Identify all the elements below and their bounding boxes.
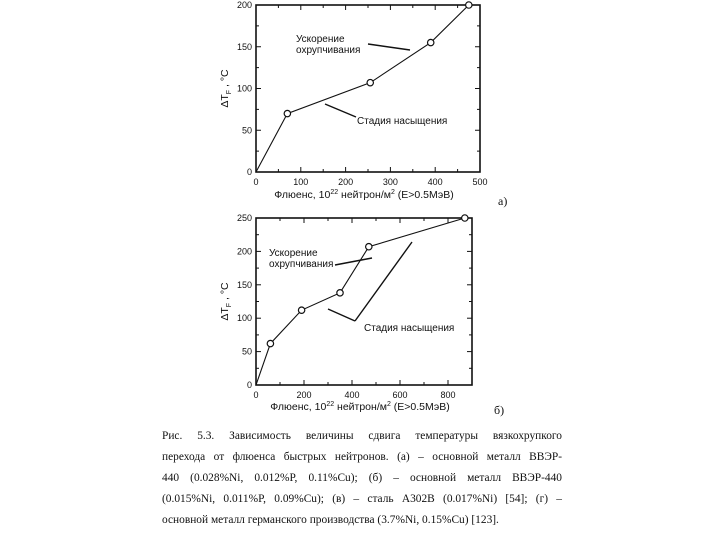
y-tick-label: 0 — [246, 167, 252, 177]
x-tick-label: 800 — [440, 390, 456, 400]
panel-label: а) — [498, 194, 508, 208]
x-tick-label: 300 — [382, 177, 398, 187]
x-axis-label: Флюенс, $10^{22}$ нейтрон/$м^2$ (E>0.5МэВ) — [270, 401, 450, 413]
annotation-text: Ускорение — [269, 248, 318, 259]
series-line — [256, 5, 469, 172]
y-tick-label: 150 — [236, 41, 252, 52]
annotation-pointer — [335, 258, 372, 265]
y-axis-label: $\Delta T_F$ , °C — [219, 282, 233, 321]
annotation-text: Стадия насыщения — [364, 323, 455, 334]
figure-caption — [162, 426, 562, 531]
data-point — [284, 110, 290, 116]
y-tick-label: 50 — [241, 346, 252, 357]
data-point — [367, 79, 373, 85]
x-tick-label: 400 — [427, 177, 443, 187]
x-tick-label: 0 — [253, 390, 259, 400]
annotation-pointer — [355, 242, 412, 321]
x-axis-label: Флюенс, $10^{22}$ нейтрон/$м^2$ (E>0.5МэВ) — [274, 189, 454, 201]
y-tick-label: 100 — [236, 83, 252, 94]
plot-frame — [256, 218, 472, 385]
caption-line-4: (0.015%Ni, 0.011%P, 0.09%Cu); (в) – сталь А302В (0.017%Ni) [54]; (г) – — [162, 493, 562, 505]
annotation-text: охрупчивания — [269, 259, 334, 270]
y-tick-label: 50 — [241, 125, 252, 136]
series-line — [256, 218, 465, 385]
x-tick-label: 200 — [338, 177, 354, 187]
x-tick-label: 600 — [392, 390, 408, 400]
annotation-text: Ускорение — [296, 34, 345, 45]
caption-line-1: Рис. 5.3. Зависимость величины сдвига температуры вязкохрупкого — [162, 430, 562, 442]
y-tick-label: 100 — [236, 313, 252, 324]
panel-label: б) — [494, 403, 505, 417]
x-tick-label: 500 — [472, 177, 488, 187]
caption-line-3: 440 (0.028%Ni, 0.012%P, 0.11%Cu); (б) – основной металл ВВЭР-440 — [162, 472, 562, 484]
annotation-pointer — [328, 309, 355, 321]
data-point — [337, 290, 343, 296]
y-tick-label: 250 — [236, 213, 252, 223]
y-tick-label: 200 — [236, 246, 252, 257]
data-point — [267, 340, 273, 346]
data-point — [428, 39, 434, 45]
caption-line-2: перехода от флюенса быстрых нейтронов. (а) – основной металл ВВЭР- — [162, 451, 562, 463]
y-axis-label: $\Delta T_F$ , °C — [219, 69, 233, 108]
annotation-pointer — [325, 104, 356, 117]
plot-frame — [256, 5, 480, 172]
y-tick-label: 0 — [246, 380, 252, 390]
data-point — [466, 2, 472, 8]
annotation-pointer — [368, 44, 410, 50]
annotation-text: Стадия насыщения — [357, 116, 448, 127]
caption-line-5: основной металл германского производства (3.7%Ni, 0.15%Cu) [123]. — [162, 514, 499, 526]
data-point — [366, 244, 372, 250]
chart-1 — [219, 0, 507, 208]
chart-2 — [219, 213, 504, 417]
data-point — [462, 215, 468, 221]
y-tick-label: 200 — [236, 0, 252, 10]
x-tick-label: 100 — [293, 177, 309, 187]
x-tick-label: 200 — [296, 390, 312, 400]
y-tick-label: 150 — [236, 279, 252, 290]
annotation-text: охрупчивания — [296, 45, 361, 56]
x-tick-label: 0 — [253, 177, 259, 187]
x-tick-label: 400 — [344, 390, 360, 400]
data-point — [298, 307, 304, 313]
